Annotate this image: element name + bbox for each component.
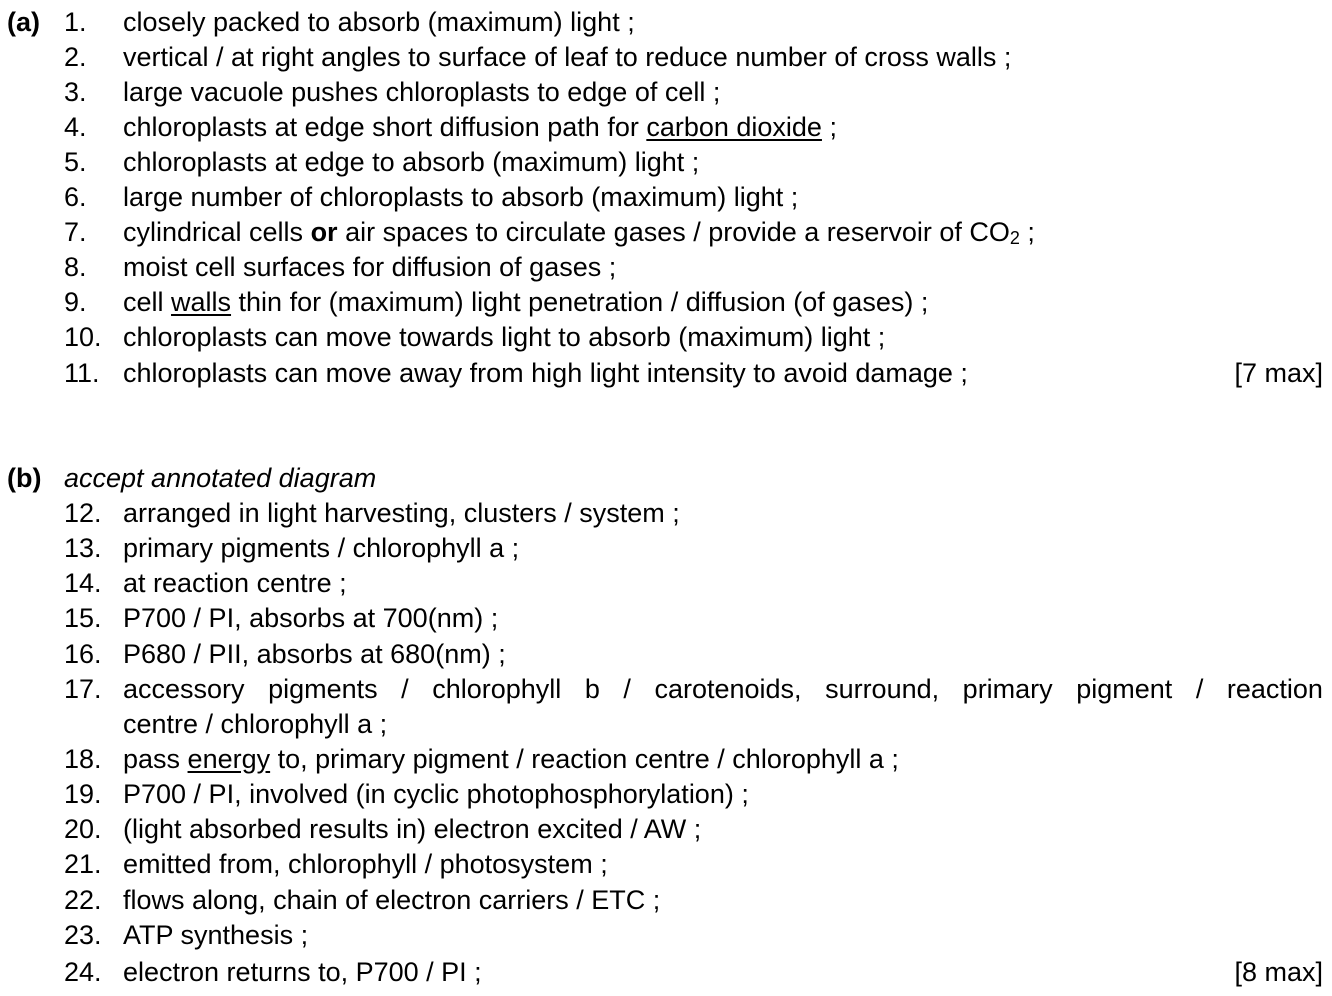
text-segment: ;	[821, 112, 837, 142]
point-text: closely packed to absorb (maximum) light ;	[123, 7, 635, 37]
part-b-intro: accept annotated diagram	[64, 463, 377, 493]
text-segment: ;	[1019, 217, 1035, 247]
justified-word: chlorophyll	[432, 674, 562, 704]
point-text: primary pigments / chlorophyll a ;	[123, 533, 520, 563]
question-row-17	[0, 672, 1332, 707]
point-text: P700 / PI, absorbs at 700(nm) ;	[123, 603, 499, 633]
point-text	[123, 742, 899, 777]
point-text: P700 / PI, involved (in cyclic photophosphorylation) ;	[123, 779, 749, 809]
point-number: 15.	[64, 603, 102, 633]
point-number: 19.	[64, 779, 102, 809]
justified-word: pigment	[1076, 674, 1173, 704]
point-number: 4.	[64, 112, 87, 142]
point-number: 24.	[64, 957, 102, 987]
point-number: 9.	[64, 287, 87, 317]
part-b-label: (b)	[7, 463, 42, 493]
justified-word: surround,	[825, 674, 940, 704]
point-number: 10.	[64, 322, 102, 352]
point-number: 3.	[64, 77, 87, 107]
point-text: emitted from, chlorophyll / photosystem ;	[123, 849, 608, 879]
point-text	[123, 215, 1035, 250]
point-text: large vacuole pushes chloroplasts to edge of cell ;	[123, 77, 721, 107]
point-number: 20.	[64, 814, 102, 844]
point-text	[123, 110, 837, 145]
point-number: 23.	[64, 920, 102, 950]
point-text: ATP synthesis ;	[123, 920, 309, 950]
justified-word: pigments	[268, 674, 378, 704]
justified-word: /	[401, 674, 409, 704]
justified-word: /	[623, 674, 631, 704]
point-number: 21.	[64, 849, 102, 879]
text-segment: pass	[123, 744, 188, 774]
point-text: chloroplasts can move towards light to absorb (maximum) light ;	[123, 322, 886, 352]
point-number: 6.	[64, 182, 87, 212]
point-number: 13.	[64, 533, 102, 563]
text-segment: cell	[123, 287, 172, 317]
bold-term: or	[310, 217, 338, 247]
text-segment: to, primary pigment / reaction centre / chlorophyll a ;	[270, 744, 899, 774]
point-text: arranged in light harvesting, clusters / system ;	[123, 498, 680, 528]
point-text: chloroplasts can move away from high light intensity to avoid damage ;	[123, 358, 968, 388]
point-number: 2.	[64, 42, 87, 72]
point-text: (light absorbed results in) electron excited / AW ;	[123, 814, 702, 844]
justified-word: reaction	[1226, 674, 1323, 704]
point-text: at reaction centre ;	[123, 568, 347, 598]
point-text: chloroplasts at edge to absorb (maximum) light ;	[123, 147, 700, 177]
part-a-label: (a)	[7, 7, 40, 37]
justified-word: carotenoids,	[654, 674, 802, 704]
point-text	[123, 285, 928, 320]
point-text: flows along, chain of electron carriers / ETC ;	[123, 885, 661, 915]
text-segment: thin for (maximum) light penetration / diffusion (of gases) ;	[231, 287, 929, 317]
subscript: 2	[1009, 228, 1020, 248]
max-marks-b: [8 max]	[1234, 957, 1323, 987]
point-number: 17.	[64, 674, 102, 704]
point-number: 16.	[64, 639, 102, 669]
justified-word: b	[584, 674, 600, 704]
point-number: 12.	[64, 498, 102, 528]
point-number: 22.	[64, 885, 102, 915]
point-text-continuation: centre / chlorophyll a ;	[123, 709, 388, 739]
question-row-11	[0, 356, 1332, 391]
point-number: 14.	[64, 568, 102, 598]
justified-word: /	[1195, 674, 1204, 704]
point-text: electron returns to, P700 / PI ;	[123, 957, 482, 987]
point-number: 8.	[64, 252, 87, 282]
point-number: 5.	[64, 147, 87, 177]
underlined-term: carbon dioxide	[646, 112, 822, 142]
point-number: 18.	[64, 744, 102, 774]
point-text: P680 / PII, absorbs at 680(nm) ;	[123, 639, 506, 669]
point-text-justified	[123, 672, 1323, 707]
max-marks-a: [7 max]	[1234, 358, 1323, 388]
point-text: vertical / at right angles to surface of leaf to reduce number of cross walls ;	[123, 42, 1012, 72]
point-number: 1.	[64, 7, 87, 37]
justified-word: accessory	[123, 674, 245, 704]
justified-word: primary	[962, 674, 1053, 704]
underlined-term: energy	[187, 744, 271, 774]
point-text: moist cell surfaces for diffusion of gases ;	[123, 252, 617, 282]
text-segment: air spaces to circulate gases / provide a reservoir of CO	[337, 217, 1010, 247]
question-row-24	[0, 955, 1332, 990]
text-segment: chloroplasts at edge short diffusion path for	[123, 112, 647, 142]
underlined-term: walls	[171, 287, 232, 317]
point-text: large number of chloroplasts to absorb (maximum) light ;	[123, 182, 799, 212]
point-number: 11.	[64, 358, 100, 388]
text-segment: cylindrical cells	[123, 217, 311, 247]
point-number: 7.	[64, 217, 87, 247]
